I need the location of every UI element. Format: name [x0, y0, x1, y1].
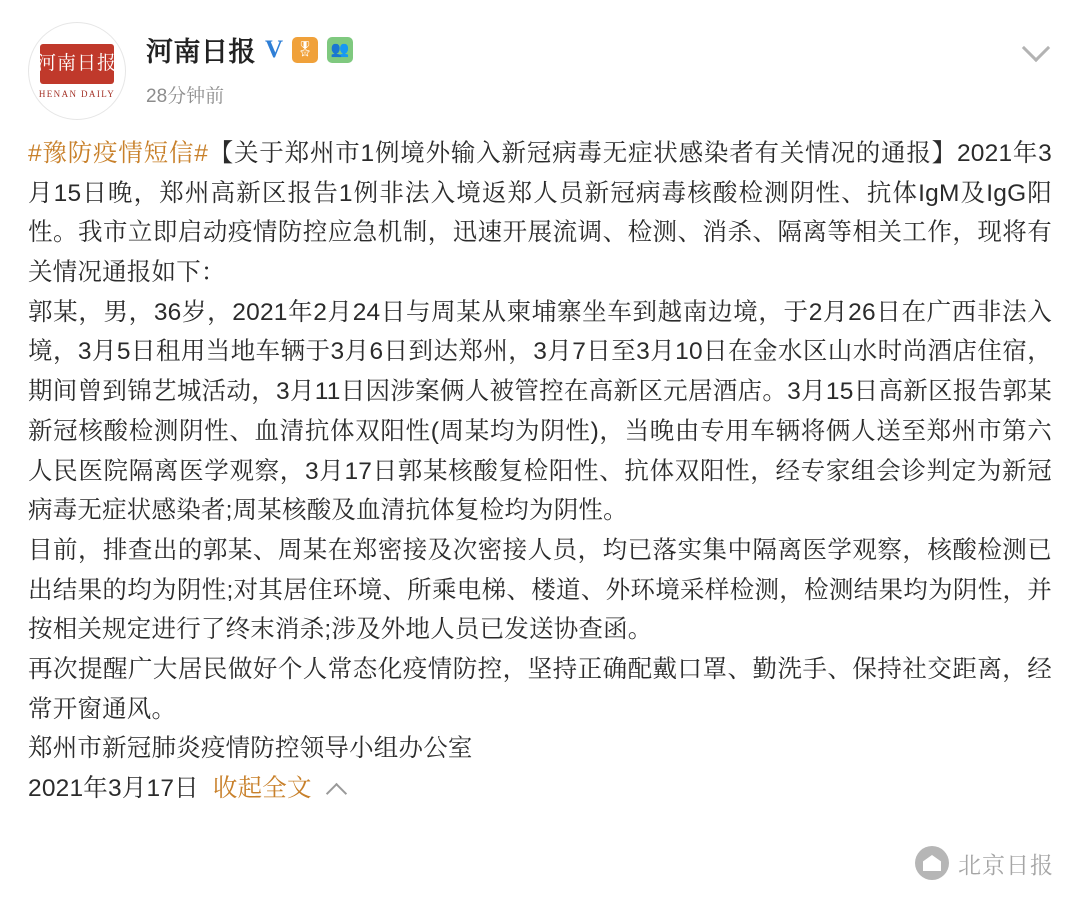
- avatar-logo-text: 河南日报: [40, 44, 114, 84]
- post-paragraph-4: 再次提醒广大居民做好个人常态化疫情防控，坚持正确配戴口罩、勤洗手、保持社交距离，经常开窗通风。: [28, 655, 1052, 723]
- post-header: [28, 22, 1052, 120]
- watermark-logo-icon: [915, 846, 949, 880]
- watermark-label: 北京日报: [958, 851, 1054, 878]
- watermark: [915, 846, 1054, 880]
- post-paragraph-1: [28, 134, 1052, 293]
- chevron-down-icon[interactable]: [1024, 34, 1050, 60]
- post-paragraph-2: 郭某，男，36岁，2021年2月24日与周某从柬埔寨坐车到越南边境，于2月26日在广西非法入境，3月5日租用当地车辆于3月6日到达郑州，3月7日至3月10日在金水区山水时尚酒店住宿，期间曾到锦艺城活动，3月11日因涉案俩人被管控在高新区元居酒店。3月15日高新区报告郭某新冠核酸检测阴性、血清抗体双阳性(周某均为阴性)，当晚由专用车辆将俩人送至郑州市第六人民医院隔离医学观察，3月17日郭某核酸复检阳性、抗体双阳性，经专家组会诊判定为新冠病毒无症状感染者;周某核酸及血清抗体复检均为阴性。: [28, 298, 1052, 525]
- avatar-logo-subtext: HENAN DAILY: [38, 88, 116, 99]
- avatar[interactable]: [28, 22, 126, 120]
- post-date: 2021年3月17日: [28, 775, 199, 802]
- post-paragraph-1-text: 【关于郑州市1例境外输入新冠病毒无症状感染者有关情况的通报】2021年3月15日晚，郑州高新区报告1例非法入境返郑人员新冠病毒核酸检测阴性、抗体IgM及IgG阳性。我市立即启动疫情防控应急机制，迅速开展流调、检测、消杀、隔离等相关工作，现将有关情况通报如下：: [28, 140, 1052, 287]
- topic-tag-link[interactable]: #豫防疫情短信#: [28, 140, 209, 167]
- account-info: [146, 22, 1052, 108]
- post-date-row: [28, 769, 1052, 809]
- post-paragraph-3: 目前，排查出的郭某、周某在郑密接及次密接人员，均已落实集中隔离医学观察，核酸检测已出结果的均为阴性;对其居住环境、所乘电梯、楼道、外环境采样检测，检测结果均为阴性，并按相关规定进行了终末消杀;涉及外地人员已发送协查函。: [28, 536, 1052, 644]
- account-name[interactable]: 河南日报: [146, 37, 256, 67]
- chevron-up-icon[interactable]: [326, 782, 348, 796]
- medal-badge-icon[interactable]: 🎖: [292, 37, 318, 63]
- post-signature: 郑州市新冠肺炎疫情防控领导小组办公室: [28, 735, 473, 763]
- post-timestamp: 28分钟前: [146, 86, 225, 107]
- account-name-row: [146, 30, 1052, 69]
- post-body: [28, 134, 1052, 809]
- verified-badge-icon[interactable]: V: [265, 36, 284, 63]
- group-badge-icon[interactable]: 👥: [327, 37, 353, 63]
- collapse-text-button[interactable]: 收起全文: [212, 775, 312, 802]
